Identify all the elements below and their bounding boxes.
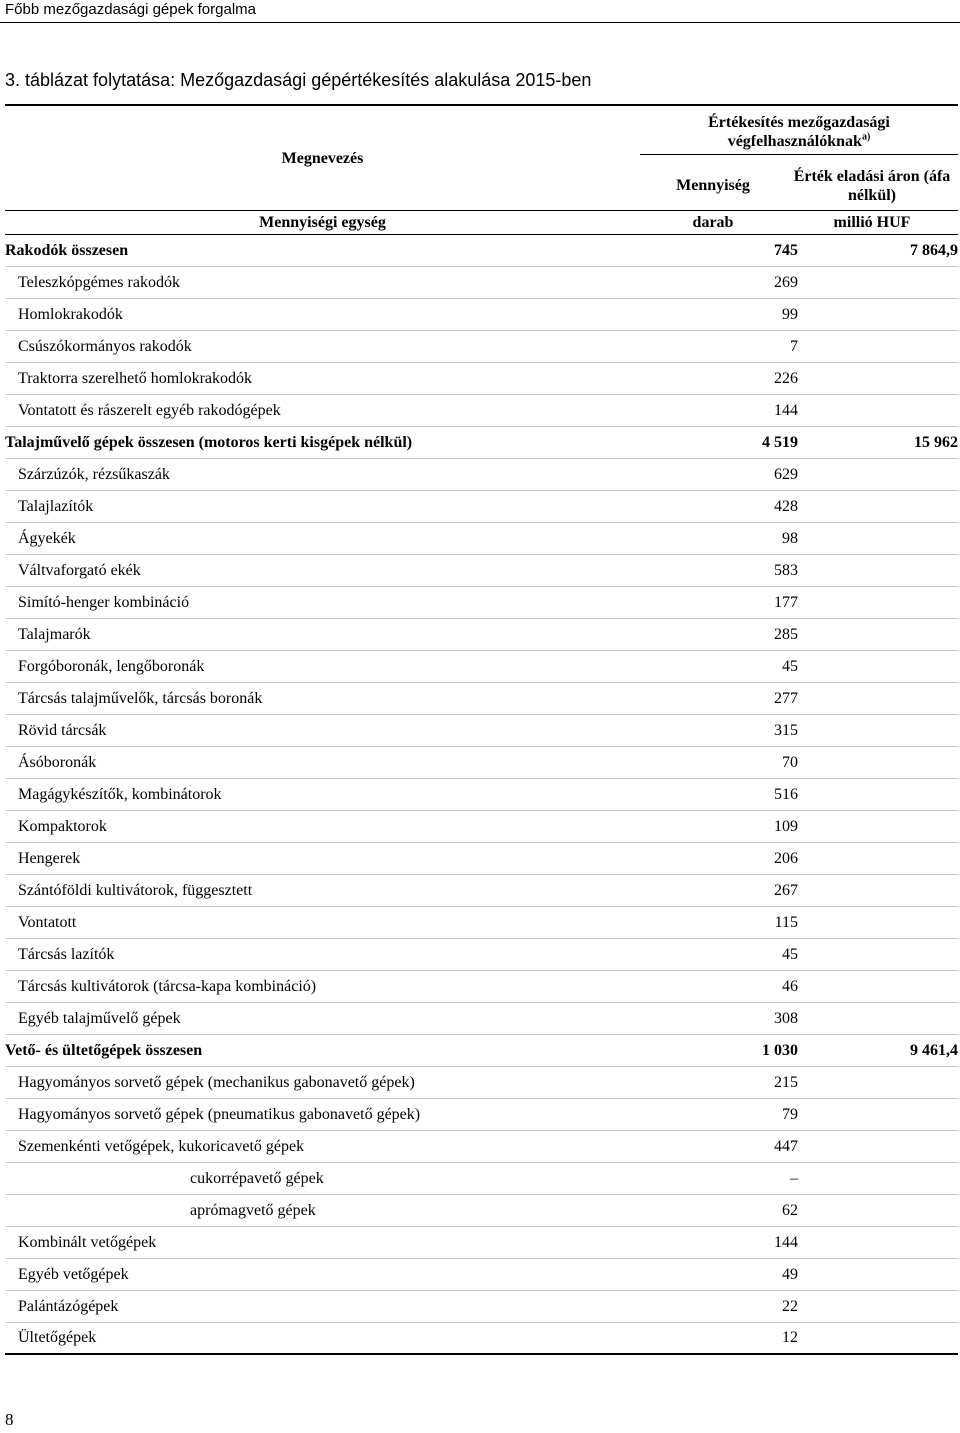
value-cell: 7 864,9 <box>910 241 958 259</box>
value-cell: 15 962 <box>914 433 958 451</box>
unit-row-label: Mennyiségi egység <box>259 214 386 231</box>
row-label: Szántóföldi kultivátorok, függesztett <box>18 881 253 899</box>
quantity-cell: 70 <box>782 753 798 771</box>
table-row <box>5 1259 958 1291</box>
row-label: Rakodók összesen <box>5 241 129 259</box>
quantity-cell: 62 <box>782 1201 798 1219</box>
table-row <box>5 1291 958 1323</box>
row-label: Vető- és ültetőgépek összesen <box>5 1041 203 1059</box>
quantity-cell: 144 <box>774 1233 798 1251</box>
quantity-cell: 629 <box>774 465 798 483</box>
table-row <box>5 1099 958 1131</box>
row-label: Hagyományos sorvető gépek (pneumatikus gabonavető gépek) <box>18 1105 421 1123</box>
running-header: Főbb mezőgazdasági gépek forgalma <box>5 1 256 18</box>
row-label: Vontatott és rászerelt egyéb rakodógépek <box>18 401 281 419</box>
quantity-cell: 745 <box>774 241 798 259</box>
quantity-cell: 583 <box>774 561 798 579</box>
quantity-cell: 215 <box>774 1073 798 1091</box>
column-header-name: Megnevezés <box>281 149 364 167</box>
row-label: aprómagvető gépek <box>190 1201 316 1219</box>
table-row <box>5 555 958 587</box>
table-row <box>5 395 958 427</box>
column-header-quantity: Mennyiség <box>676 177 750 194</box>
quantity-cell: 516 <box>774 785 798 803</box>
row-label: cukorrépavető gépek <box>190 1169 324 1187</box>
table-row <box>5 939 958 971</box>
table-row <box>5 363 958 395</box>
quantity-cell: 447 <box>774 1137 798 1155</box>
quantity-cell: 226 <box>774 369 798 387</box>
quantity-cell: 49 <box>782 1265 798 1283</box>
column-group-header <box>640 106 958 155</box>
table-row <box>5 811 958 843</box>
table-row <box>5 1131 958 1163</box>
table-row <box>5 715 958 747</box>
row-label: Kompaktorok <box>18 817 107 835</box>
table-row <box>5 619 958 651</box>
quantity-cell: 285 <box>774 625 798 643</box>
row-label: Magágykészítők, kombinátorok <box>18 785 222 803</box>
table-row <box>5 1195 958 1227</box>
quantity-cell: 115 <box>774 913 798 931</box>
row-label: Szárzúzók, rézsűkaszák <box>18 465 170 483</box>
table-row <box>5 1323 958 1355</box>
row-label: Simító-henger kombináció <box>18 593 190 611</box>
header-rule <box>0 22 960 23</box>
quantity-cell: 98 <box>782 529 798 547</box>
table-title-text: Mezőgazdasági gépértékesítés alakulása 2015-ben <box>180 70 592 90</box>
quantity-cell: 109 <box>774 817 798 835</box>
row-label: Teleszkópgémes rakodók <box>18 273 180 291</box>
row-label: Talajmarók <box>18 625 91 643</box>
quantity-cell: 315 <box>774 721 798 739</box>
total-row <box>5 235 958 267</box>
row-label: Hagyományos sorvető gépek (mechanikus gabonavető gépek) <box>18 1073 415 1091</box>
column-group-header-label: Értékesítés mezőgazdasági végfelhasználóknak <box>708 114 890 150</box>
row-label: Egyéb talajművelő gépek <box>18 1009 181 1027</box>
table-title <box>5 68 591 92</box>
quantity-cell: 22 <box>782 1297 798 1315</box>
table-header <box>5 104 958 235</box>
row-label: Váltvaforgató ekék <box>18 561 141 579</box>
table-row <box>5 843 958 875</box>
quantity-cell: 45 <box>782 657 798 675</box>
quantity-cell: 267 <box>774 881 798 899</box>
table-row <box>5 587 958 619</box>
quantity-cell: 144 <box>774 401 798 419</box>
table-row <box>5 1067 958 1099</box>
row-label: Tárcsás kultivátorok (tárcsa-kapa kombináció) <box>18 977 317 995</box>
quantity-cell: 277 <box>774 689 798 707</box>
column-header-value: Érték eladási áron (áfa nélkül) <box>793 167 951 204</box>
table-row <box>5 747 958 779</box>
quantity-cell: 99 <box>782 305 798 323</box>
quantity-cell: 7 <box>790 337 798 355</box>
total-row <box>5 1035 958 1067</box>
table-row <box>5 491 958 523</box>
row-label: Ágyekék <box>18 529 76 547</box>
quantity-cell: 1 030 <box>762 1041 798 1059</box>
table-row <box>5 907 958 939</box>
page-number: 8 <box>5 1410 14 1429</box>
table-row <box>5 1227 958 1259</box>
quantity-cell: 46 <box>782 977 798 995</box>
quantity-cell: 206 <box>774 849 798 867</box>
row-label: Hengerek <box>18 849 81 867</box>
row-label: Talajlazítók <box>18 497 94 515</box>
row-label: Tárcsás lazítók <box>18 945 115 963</box>
table-row <box>5 683 958 715</box>
table-row <box>5 1163 958 1195</box>
row-label: Traktorra szerelhető homlokrakodók <box>18 369 253 387</box>
table-row <box>5 299 958 331</box>
table-row <box>5 331 958 363</box>
footnote-marker: a) <box>861 131 871 143</box>
table-row <box>5 267 958 299</box>
value-cell: 9 461,4 <box>910 1041 958 1059</box>
quantity-cell: 428 <box>774 497 798 515</box>
unit-quantity: darab <box>692 214 734 231</box>
quantity-cell: 269 <box>774 273 798 291</box>
table-row <box>5 523 958 555</box>
total-row <box>5 427 958 459</box>
row-label: Kombinált vetőgépek <box>18 1233 157 1251</box>
unit-value: millió HUF <box>833 214 911 231</box>
table-body <box>5 235 958 1355</box>
row-label: Forgóboronák, lengőboronák <box>18 657 205 675</box>
row-label: Csúszókormányos rakodók <box>18 337 192 355</box>
row-label: Szemenkénti vetőgépek, kukoricavető gépek <box>18 1137 305 1155</box>
row-label: Rövid tárcsák <box>18 721 107 739</box>
row-label: Palántázógépek <box>18 1297 119 1315</box>
quantity-cell: – <box>790 1169 798 1187</box>
table-row <box>5 1003 958 1035</box>
quantity-cell: 12 <box>782 1329 798 1346</box>
table-row <box>5 459 958 491</box>
row-label: Vontatott <box>18 913 77 931</box>
row-label: Tárcsás talajművelők, tárcsás boronák <box>18 689 263 707</box>
row-label: Ásóboronák <box>18 753 97 771</box>
row-label: Talajművelő gépek összesen (motoros kerti kisgépek nélkül) <box>5 433 413 451</box>
table-row <box>5 651 958 683</box>
quantity-cell: 177 <box>774 593 798 611</box>
table-row <box>5 779 958 811</box>
row-label: Homlokrakodók <box>18 305 123 323</box>
quantity-cell: 308 <box>774 1009 798 1027</box>
table-row <box>5 875 958 907</box>
row-label: Egyéb vetőgépek <box>18 1265 129 1283</box>
quantity-cell: 45 <box>782 945 798 963</box>
table-title-prefix: 3. táblázat folytatása: <box>5 70 181 90</box>
row-label: Ültetőgépek <box>18 1329 97 1346</box>
quantity-cell: 4 519 <box>762 433 798 451</box>
table-row <box>5 971 958 1003</box>
quantity-cell: 79 <box>782 1105 798 1123</box>
